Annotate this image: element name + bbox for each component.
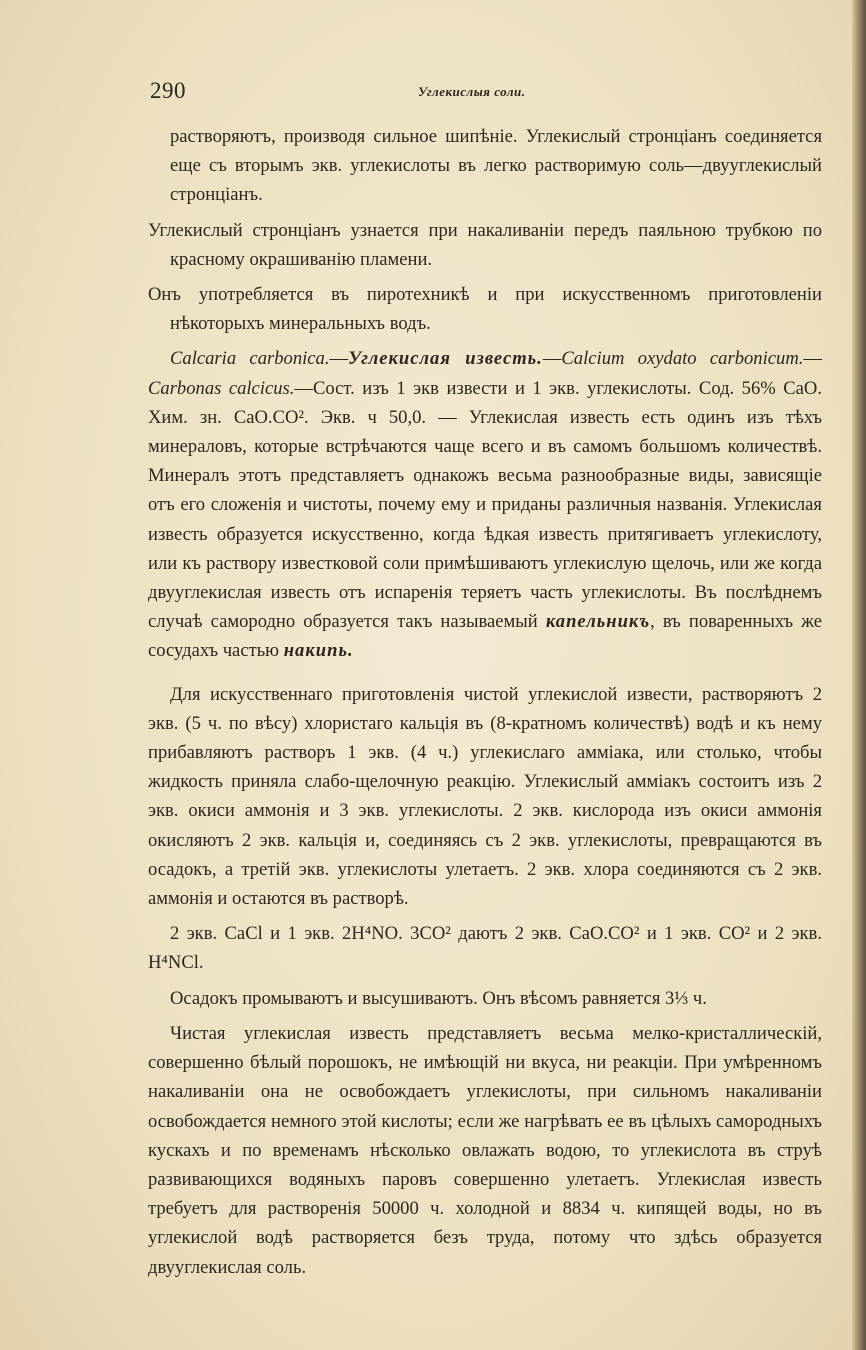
text-run: — [542, 348, 562, 370]
spaced-term: капельникъ [545, 611, 651, 633]
paragraph [148, 216, 822, 274]
paragraph [148, 122, 822, 210]
text-run: — [803, 348, 822, 370]
paragraph [148, 680, 822, 914]
page-edge-shadow [852, 0, 866, 1350]
paragraph [148, 919, 822, 977]
page-number: 290 [150, 78, 186, 103]
text-run: Для искусственнаго приготовленія чистой углекислой извести, растворяютъ 2 экв. (5 ч. по вѣсу) хлористаго кальція въ (8-кратномъ количествѣ) водѣ и къ нему прибавляютъ растворъ 1 экв. (4 ч.) углекислаго аммiака, или столько, чтобы жидкость приняла слабо-щелочную реакцію. Углекислый аммiакъ состоитъ изъ 2 экв. окиси аммонія и 3 экв. углекислоты. 2 экв. кислорода изъ окиси аммонія окисляютъ 2 экв. кальція и, соединяясь съ 2 экв. углекислоты, превращаются въ осадокъ, а третій экв. углекислоты улетаетъ. 2 экв. хлора соединяются съ 2 экв. аммонія и остаются въ растворѣ. [148, 683, 822, 910]
latin-term: Calcaria carbonica. [170, 348, 330, 370]
text-run: —Сост. изъ 1 экв извести и 1 экв. углекислоты. Сод. 56% СаО. Хим. зн. СаО.СО². Экв. ч 50,0. — Углекислая известь есть одинъ изъ тѣхъ минераловъ, которые встрѣчаются чаще всего и въ самомъ большомъ количествѣ. Минералъ этотъ представляетъ однакожъ весьма разнообразные виды, зависящіе отъ его сложенія и чистоты, почему ему и приданы различныя названія. Углекислая известь образуется искусственно, когда ѣдкая известь притягиваетъ углекислоту, или къ раствору известковой соли примѣшиваютъ углекислую щелочь, или же когда двууглекислая известь отъ испаренія теряетъ часть углекислоты. Въ послѣднемъ случаѣ самородно образуется такъ называемый [148, 377, 822, 633]
paragraph [148, 1019, 822, 1282]
text-run: растворяютъ, производя сильное шипѣніе. Углекислый стронціанъ соединяется еще съ вторымъ экв. углекислоты въ легко растворимую соль—двууглекислый стронціанъ. [170, 126, 822, 206]
text-run: — [329, 348, 349, 370]
paragraph [148, 984, 822, 1013]
latin-term: Calcium oxydato carbonicum. [561, 348, 804, 370]
paragraph [148, 344, 822, 665]
paragraph [148, 280, 822, 338]
text-run: Онъ употребляется въ пиротехникѣ и при искусственномъ приготовленіи нѣкоторыхъ минеральныхъ водъ. [148, 284, 822, 335]
text-run: Углекислый стронціанъ узнается при накаливаніи передъ паяльною трубкою по красному окрашиванію пламени. [148, 219, 822, 270]
page-body [148, 122, 822, 1288]
text-run: 2 экв. CaCl и 1 экв. 2H⁴NO. 3CO² даютъ 2 экв. CaO.CO² и 1 экв. CO² и 2 экв. H⁴NCl. [148, 923, 822, 974]
running-head: Углекислыя соли. [418, 84, 526, 99]
text-run: Осадокъ промываютъ и высушиваютъ. Онъ вѣсомъ равняется 3⅓ ч. [170, 987, 707, 1009]
text-run: , въ поваренныхъ же сосудахъ частью [148, 611, 823, 662]
text-run: Чистая углекислая известь представляетъ весьма мелко-кристаллическій, совершенно бѣлый порошокъ, не имѣющій ни вкуса, ни реакціи. При умѣренномъ накаливаніи она не освобождаетъ углекислоты, при сильномъ накаливаніи освобождается немного этой кислоты; если же нагрѣвать ее въ цѣлыхъ самородныхъ кускахъ и по временамъ нѣсколько овлажать водою, то углекислота въ струѣ развивающихся водяныхъ паровъ совершенно улетаетъ. Углекислая известь требуетъ для растворенія 50000 ч. холодной и 8834 ч. кипящей воды, но въ углекислой водѣ растворяется безъ труда, потому что здѣсь образуется двууглекислая соль. [148, 1022, 822, 1278]
spaced-term: Углекислая известь. [348, 348, 543, 370]
spaced-term: накипь. [283, 640, 354, 662]
page-header [150, 78, 820, 108]
latin-term: Carbonas calcicus. [148, 377, 295, 399]
